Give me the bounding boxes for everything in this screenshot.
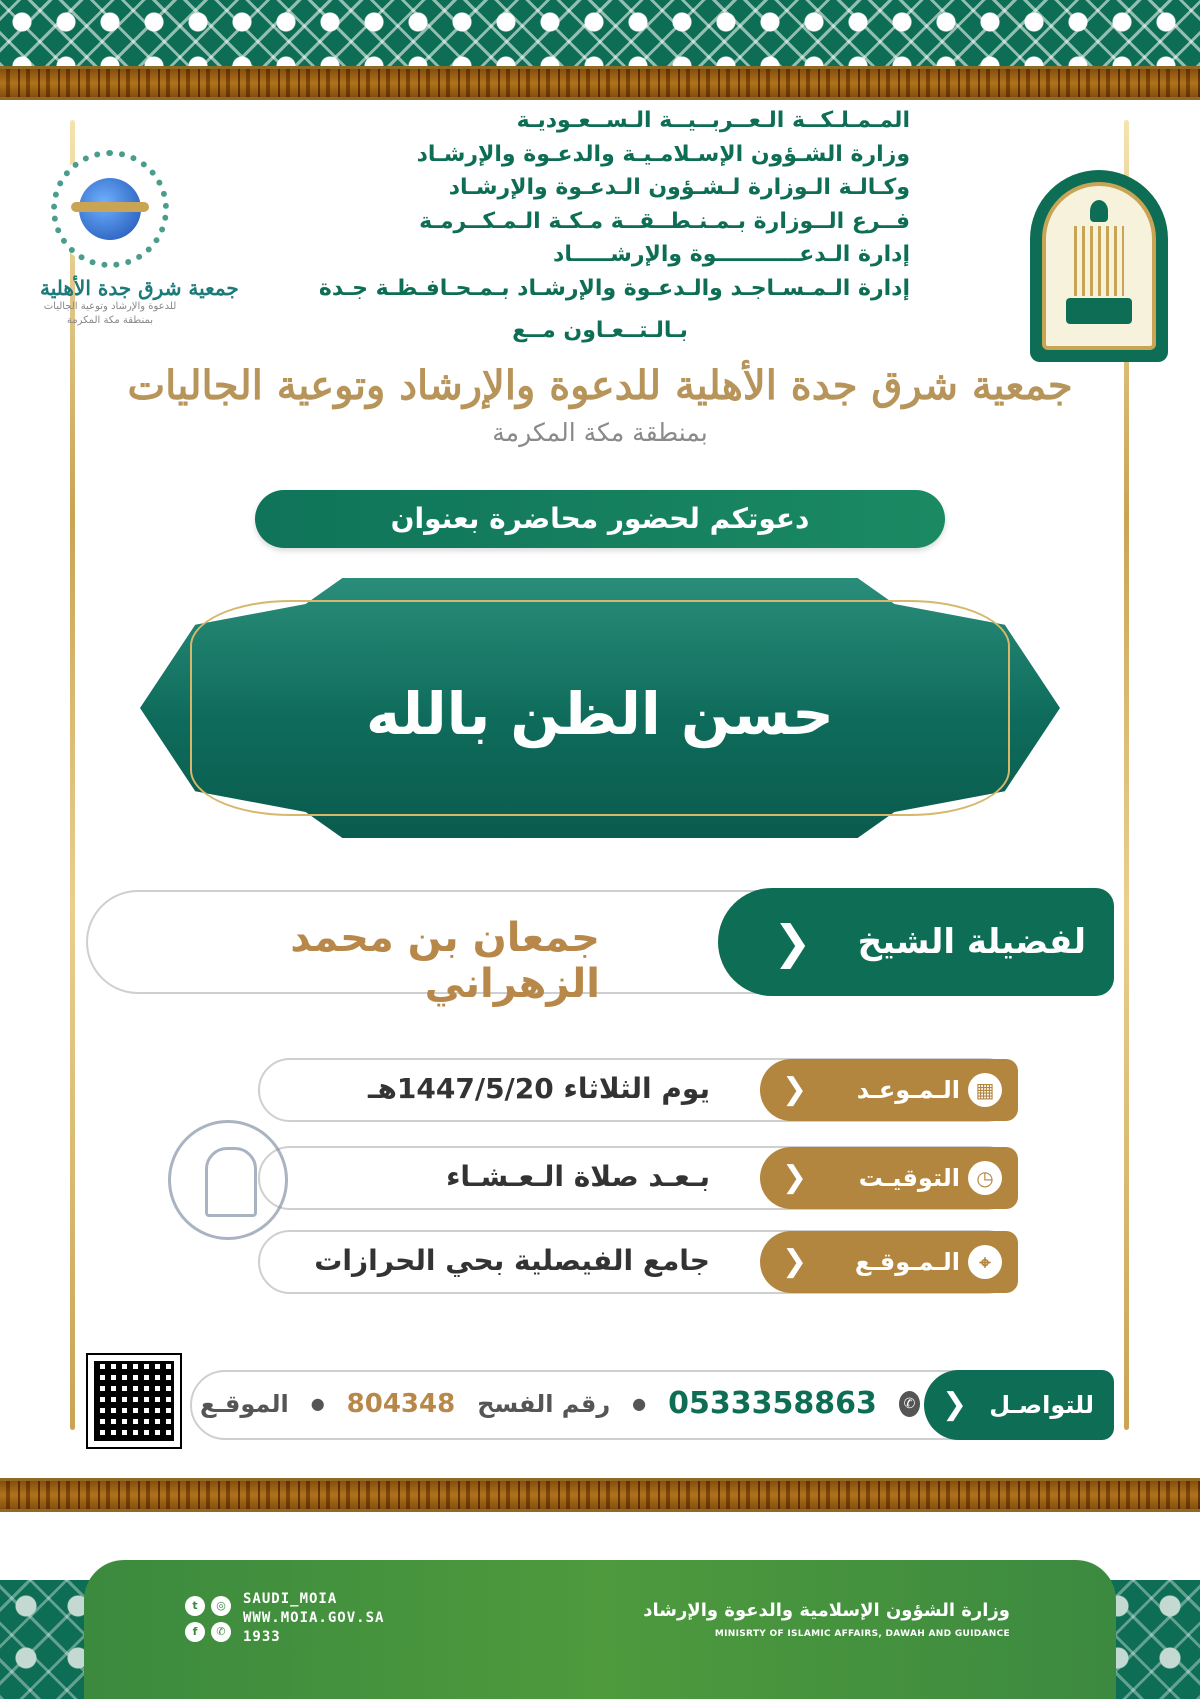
- top-pattern-band: [0, 0, 1200, 66]
- chevron-left-icon: ❮: [782, 1072, 808, 1107]
- association-logo-region: بمنطقة مكة المكرمة: [66, 315, 154, 326]
- location-tag: [760, 1231, 1018, 1293]
- date-label: الـمـوعـد: [856, 1076, 960, 1104]
- time-tag: [760, 1147, 1018, 1209]
- cooperation-label: بـالـتــعـاون مــع: [512, 318, 688, 343]
- association-logo-subtitle: للدعوة والإرشاد وتوعية الجاليات: [43, 301, 177, 312]
- footer-ministry-english: MINISRTY OF ISLAMIC AFFAIRS, DAWAH AND GUIDANCE: [714, 1629, 1010, 1639]
- ministry-header: [270, 104, 910, 305]
- footer-phone: 1933: [243, 1629, 281, 1645]
- header-line: إدارة الـمـسـاجـد والـدعـوة والإرشـاد بـمـحـافـظـة جـدة: [318, 275, 910, 301]
- twitter-icon: t: [185, 1596, 205, 1616]
- location-pin-icon: ⌖: [968, 1245, 1002, 1279]
- palm-icon: [1090, 200, 1108, 222]
- permit-label: رقم الفسح: [477, 1389, 611, 1418]
- association-emblem-icon: [51, 150, 169, 268]
- date-tag: [760, 1059, 1018, 1121]
- header-line: المـمـلـكــة الـعــربــيــة الـســعـوديـة: [516, 108, 910, 133]
- location-value: جامع الفيصلية بحي الحرازات: [314, 1244, 710, 1277]
- association-logo: [40, 150, 239, 328]
- contact-phone: 0533358863: [668, 1386, 877, 1421]
- header-line: إدارة الـدعـــــــــــوة والإرشـــــاد: [553, 242, 910, 267]
- association-logo-name: جمعية شرق جدة الأهلية: [40, 276, 239, 300]
- footer-handle: SAUDI_MOIA: [243, 1591, 338, 1607]
- contact-label: للتواصـل: [989, 1391, 1094, 1419]
- header-line: وكـالـة الـوزارة لـشـؤون الـدعـوة والإرشـاد: [448, 175, 910, 200]
- calendar-icon: ▦: [968, 1073, 1002, 1107]
- header-line: وزارة الشـؤون الإسـلامـيـة والدعـوة والإرشـاد: [416, 141, 910, 167]
- top-gold-border: [0, 66, 1200, 100]
- qr-code-icon: [88, 1355, 180, 1447]
- location-label: الـمـوقـع: [854, 1248, 960, 1276]
- permit-number: 804348: [346, 1388, 456, 1419]
- location-link-label: الموقـع: [200, 1389, 289, 1418]
- sheikh-label-tag: [718, 888, 1114, 996]
- sheikh-name: جمعان بن محمد الزهراني: [290, 915, 600, 1007]
- phone-icon: ✆: [211, 1622, 231, 1642]
- footer-ministry-arabic: وزارة الشؤون الإسلامية والدعوة والإرشاد: [643, 1600, 1010, 1621]
- lecture-title: حسن الظن بالله: [366, 680, 834, 748]
- chevron-left-icon: ❮: [782, 1160, 808, 1195]
- footer-ministry: [643, 1600, 1010, 1639]
- phone-icon: ✆: [899, 1391, 920, 1417]
- time-label: التوقيـت: [858, 1164, 960, 1192]
- chevron-left-icon: ❮: [773, 915, 812, 969]
- chevron-left-icon: ❮: [782, 1244, 808, 1279]
- footer-social: [185, 1590, 384, 1647]
- chevron-left-icon: ❮: [942, 1387, 968, 1422]
- association-calligraphy-name: جمعية شرق جدة الأهلية للدعوة والإرشاد وتوعية الجاليات: [127, 362, 1073, 409]
- footer-website: WWW.MOIA.GOV.SA: [243, 1610, 385, 1626]
- facebook-icon: f: [185, 1622, 205, 1642]
- instagram-icon: ◎: [211, 1596, 231, 1616]
- sheikh-label: لفضيلة الشيخ: [857, 922, 1086, 962]
- header-line: فــرع الــوزارة بـمـنـطــقــة مـكـة الـمـكــرمـة: [419, 208, 910, 234]
- association-region: بمنطقة مكة المكرمة: [492, 418, 708, 447]
- bullet: ●: [310, 1394, 325, 1413]
- bottom-gold-border: [0, 1478, 1200, 1512]
- invitation-pill: دعوتكم لحضور محاضرة بعنوان: [255, 490, 945, 548]
- bullet: ●: [632, 1394, 647, 1413]
- official-stamp-icon: [168, 1120, 288, 1240]
- time-value: بـعـد صلاة الـعـشـاء: [446, 1160, 710, 1193]
- date-value: يوم الثلاثاء 1447/5/20هـ: [367, 1072, 710, 1105]
- contact-items: [200, 1386, 920, 1421]
- contact-tag: [924, 1370, 1114, 1440]
- clock-icon: ◷: [968, 1161, 1002, 1195]
